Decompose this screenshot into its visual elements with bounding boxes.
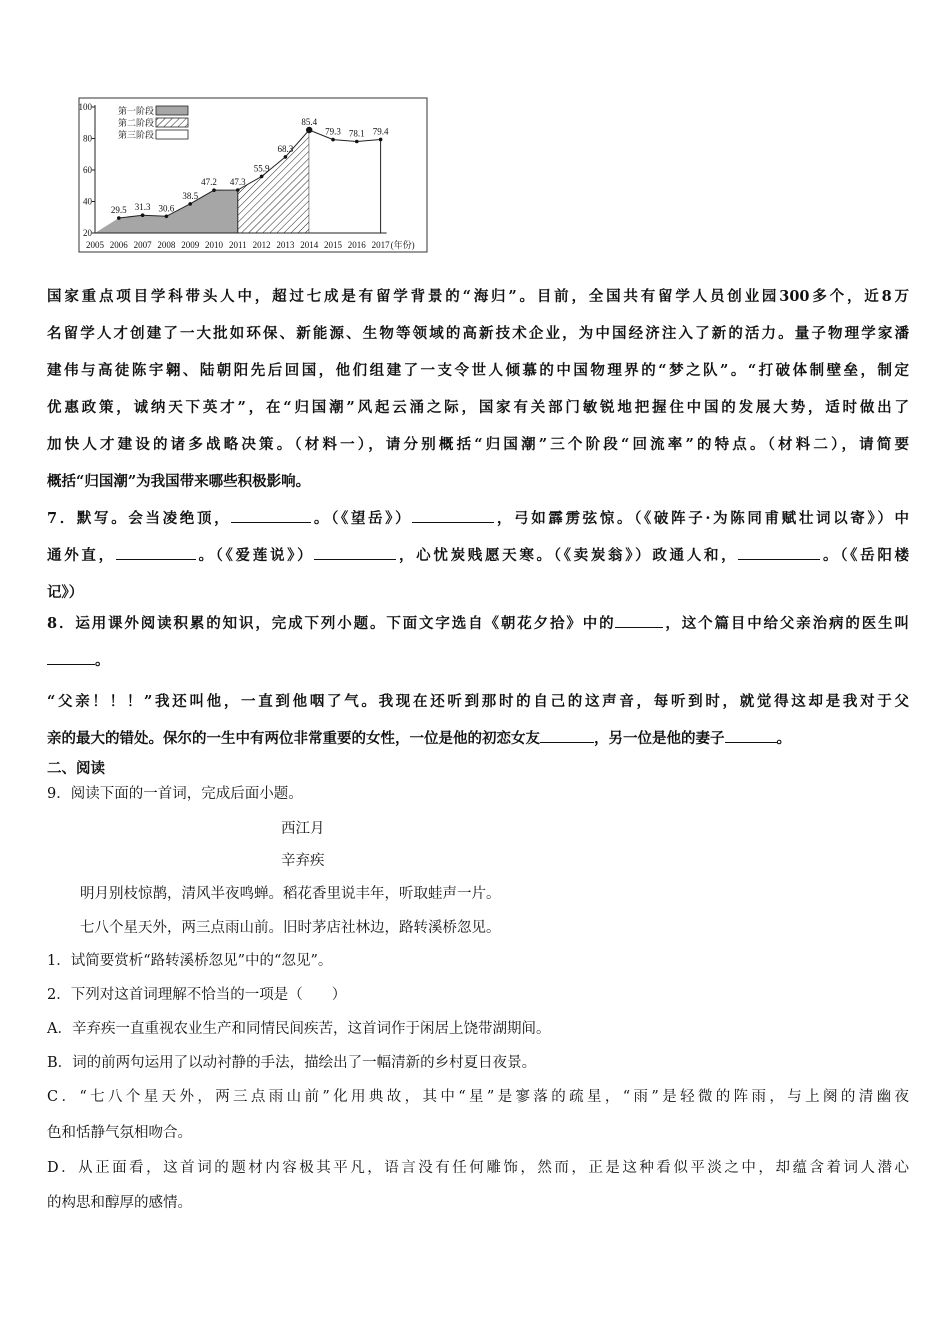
data-label: 38.5	[182, 190, 199, 201]
q8-text: 。	[95, 652, 110, 669]
stage-area-3	[309, 130, 380, 233]
data-point	[306, 127, 312, 133]
legend-label: 第三阶段	[117, 131, 154, 141]
q6-line-3: 建伟与高徒陈宇翱、陆朝阳先后回国，他们组建了一支令世人倾慕的中国物理界的“梦之队”。“打破体制壁垒，制定	[47, 362, 909, 379]
poem-title: 西江月	[281, 821, 325, 837]
q6-line-5: 加快人才建设的诸多战略决策。（材料一），请分别概括“归国潮”三个阶段“回流率”的特点。（材料二），请简要	[47, 436, 909, 453]
answer-blank[interactable]	[540, 728, 594, 744]
option-d-line-1[interactable]: D．从正面看，这首词的题材内容极其平凡，语言没有任何雕饰，然而，正是这种看似平淡之中，却蕴含着词人潜心	[47, 1160, 909, 1176]
data-point	[260, 175, 264, 179]
q7-paragraph	[47, 500, 909, 611]
q8-line-1	[47, 605, 909, 642]
data-point	[188, 202, 192, 206]
q8-passage-line-1: “父亲！！！”我还叫他，一直到他咽了气。我现在还听到那时的自己的这声音，每听到时，就觉得这却是我对于父	[47, 693, 909, 710]
x-tick-label: 2014	[300, 240, 319, 250]
poem-author: 辛弃疾	[281, 853, 325, 869]
poem-line-2: 七八个星天外，两三点雨山前。旧时茅店社林边，路转溪桥忽见。	[80, 920, 501, 936]
option-d-line-2[interactable]: 的构思和醇厚的感情。	[47, 1195, 192, 1211]
legend-swatch	[156, 130, 188, 139]
q9-sub-question-2: 2．下列对这首词理解不恰当的一项是（ ）	[47, 987, 347, 1003]
x-tick-label: 2006	[109, 240, 128, 250]
y-tick-label: 20	[83, 228, 92, 238]
data-label: 78.1	[348, 128, 365, 139]
q7-text: 7．默写。会当凌绝顶，	[47, 510, 232, 527]
poem-line-1: 明月别枝惊鹊，清风半夜鸣蝉。稻花香里说丰年，听取蛙声一片。	[80, 886, 501, 902]
data-point	[236, 188, 240, 192]
x-tick-label: 2010	[205, 240, 223, 250]
q7-line-2	[47, 537, 909, 574]
data-point	[284, 155, 288, 159]
q6-line-2: 名留学人才创建了一大批如环保、新能源、生物等领域的高新技术企业，为中国经济注入了新的活力。量子物理学家潘	[47, 325, 909, 342]
x-tick-label: 2015	[324, 240, 342, 250]
x-tick-label: 2007	[133, 240, 152, 250]
return-rate-chart	[74, 96, 430, 256]
x-tick-label: 2009	[181, 240, 200, 250]
q6-paragraph	[47, 278, 909, 500]
answer-blank[interactable]	[116, 545, 196, 561]
data-point	[141, 213, 145, 217]
q6-line-1: 国家重点项目学科带头人中，超过七成是有留学背景的“海归”。目前，全国共有留学人员创业园300多个，近8万	[47, 288, 909, 305]
data-point	[165, 215, 169, 219]
q6-line-6: 概括“归国潮”为我国带来哪些积极影响。	[47, 473, 311, 490]
data-label: 31.3	[134, 202, 151, 213]
q8-line-2	[47, 642, 909, 679]
x-tick-label: 2011	[228, 240, 247, 250]
answer-blank[interactable]	[615, 613, 663, 629]
q8-text: 8．运用课外阅读积累的知识，完成下列小题。下面文字选自《朝花夕拾》中的	[47, 615, 616, 632]
x-tick-label: 2013	[276, 240, 295, 250]
q7-line-3: 记》）	[47, 584, 84, 601]
q7-text: 通外直，	[47, 547, 116, 564]
legend-swatch	[156, 118, 188, 127]
q7-line-1	[47, 500, 909, 537]
q8-text: 。	[776, 730, 791, 747]
answer-blank[interactable]	[412, 508, 494, 524]
x-tick-label: 2012	[252, 240, 271, 250]
answer-blank[interactable]	[738, 545, 820, 561]
x-tick-label: 2005	[86, 240, 104, 250]
y-tick-label: 60	[83, 165, 92, 175]
q7-text: ，心忧炭贱愿天寒。（《卖炭翁》）政通人和，	[396, 547, 739, 564]
data-point	[379, 138, 383, 142]
option-c-line-1[interactable]: C．“七八个星天外，两三点雨山前”化用典故，其中“星”是寥落的疏星，“雨”是轻微的阵雨，与上阕的清幽夜	[47, 1089, 909, 1105]
data-label: 85.4	[301, 116, 318, 127]
data-label: 47.2	[201, 177, 217, 188]
x-tick-label: 2017	[371, 240, 390, 250]
q6-line-4: 优惠政策，诚纳天下英才”，在“归国潮”风起云涌之际，国家有关部门敏锐地把握住中国的发展大势，适时做出了	[47, 399, 909, 416]
q7-text: 。（《望岳》）	[311, 510, 413, 527]
y-tick-label: 40	[83, 196, 92, 207]
q8-text: 亲的最大的错处。保尔的一生中有两位非常重要的女性，一位是他的初恋女友	[47, 730, 540, 747]
data-label: 68.3	[277, 143, 294, 154]
data-point	[355, 140, 359, 144]
option-b[interactable]: B．词的前两句运用了以动衬静的手法，描绘出了一幅清新的乡村夏日夜景。	[47, 1055, 537, 1071]
q8-passage-line-2	[47, 720, 909, 757]
data-point	[331, 138, 335, 142]
q7-text: ，弓如霹雳弦惊。（《破阵子·为陈同甫赋壮词以寄》）中	[494, 510, 909, 527]
legend-swatch	[156, 106, 188, 115]
option-a[interactable]: A．辛弃疾一直重视农业生产和同情民间疾苦，这首词作于闲居上饶带湖期间。	[47, 1021, 551, 1037]
x-tick-label: 2008	[157, 240, 176, 250]
q8-text: ，另一位是他的妻子	[594, 730, 725, 747]
data-label: 79.4	[372, 126, 389, 137]
data-point	[212, 188, 216, 192]
stage-area-2	[238, 130, 309, 233]
legend-label: 第一阶段	[117, 107, 154, 117]
option-c-line-2[interactable]: 色和恬静气氛相吻合。	[47, 1125, 192, 1141]
answer-blank[interactable]	[47, 650, 95, 666]
y-tick-label: 100	[78, 102, 92, 112]
section-heading: 二、阅读	[47, 760, 105, 777]
data-label: 29.5	[110, 205, 127, 216]
q8-text: ，这个篇目中给父亲治病的医生叫	[663, 615, 910, 632]
answer-blank[interactable]	[231, 508, 311, 524]
answer-blank[interactable]	[725, 728, 777, 744]
answer-blank[interactable]	[314, 545, 396, 561]
q7-text: 。（《岳阳楼	[820, 547, 910, 564]
x-unit-label: (年份)	[390, 240, 415, 250]
data-label: 47.3	[229, 177, 246, 188]
y-tick-label: 80	[83, 133, 92, 144]
q9-intro: 9．阅读下面的一首词，完成后面小题。	[47, 786, 303, 802]
q8-paragraph	[47, 605, 909, 757]
legend-label: 第二阶段	[117, 119, 154, 129]
q9-sub-question-1: 1．试简要赏析“路转溪桥忽见”中的“忽见”。	[47, 953, 333, 969]
data-label: 30.6	[158, 203, 175, 214]
q7-text: 。（《爱莲说》）	[195, 547, 315, 564]
x-tick-label: 2016	[347, 240, 366, 250]
data-label: 55.9	[253, 163, 270, 174]
data-point	[117, 216, 121, 220]
data-label: 79.3	[325, 126, 341, 137]
